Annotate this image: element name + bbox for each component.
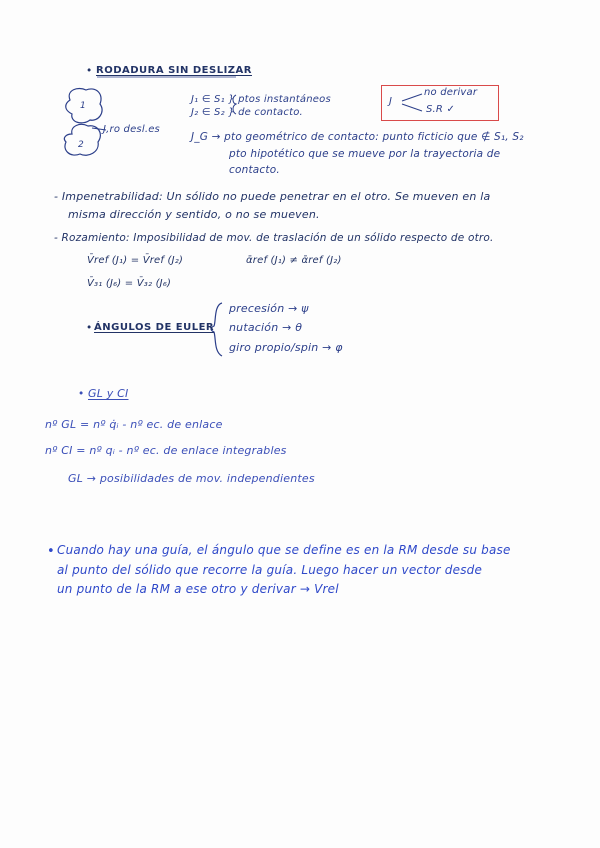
- box-sr: S.R ✓: [426, 104, 456, 115]
- section-bullet: •: [86, 65, 93, 77]
- box-no-derivar: no derivar: [424, 87, 478, 98]
- gl-definition: GL → posibilidades de mov. independientes: [68, 472, 315, 485]
- euler-bullet: •: [86, 322, 93, 334]
- guia-line-1: Cuando hay una guía, el ángulo que se define es en la RM desde su base: [57, 543, 511, 557]
- impenetrabilidad-line-2: misma dirección y sentido, o no se mueven.: [68, 208, 320, 221]
- contact-label: J,ro desl.es: [103, 124, 160, 135]
- section-title-euler: ÁNGULOS DE EULER: [94, 322, 215, 333]
- body-1-label: 1: [80, 101, 86, 111]
- gl-formula: nº GL = nº q̇ᵢ - nº ec. de enlace: [45, 418, 223, 431]
- jg-definition-line-1: J_G → pto geométrico de contacto: punto ficticio que ∉ S₁, S₂: [191, 131, 524, 143]
- rozamiento-eq-1: V̄ref (J₁) = V̄ref (J₂): [87, 255, 184, 266]
- impenetrabilidad-line-1: - Impenetrabilidad: Un sólido no puede penetrar en el otro. Se mueven en la: [54, 190, 491, 203]
- euler-item-precesion: precesión → ψ: [229, 302, 309, 315]
- rozamiento-eq-2: ᾱref (J₁) ≠ ᾱref (J₂): [246, 255, 342, 266]
- gl-ci-bullet: •: [78, 388, 85, 400]
- contact-points-line-1: J₁ ∈ S₁ } ptos instantáneos: [191, 94, 331, 105]
- jg-definition-line-2: pto hipotético que se mueve por la trayectoria de: [229, 148, 501, 160]
- euler-item-nutacion: nutación → θ: [229, 321, 303, 334]
- section-title-gl-ci: GL y CI: [88, 387, 129, 400]
- ci-formula: nº CI = nº qᵢ - nº ec. de enlace integrables: [45, 444, 287, 457]
- euler-item-spin: giro propio/spin → φ: [229, 341, 343, 354]
- body-2-label: 2: [78, 140, 84, 150]
- guia-bullet: •: [47, 544, 55, 559]
- contact-points-line-2: J₂ ∈ S₂ } de contacto.: [191, 107, 303, 118]
- rozamiento-line-1: - Rozamiento: Imposibilidad de mov. de traslación de un sólido respecto de otro.: [54, 232, 494, 244]
- section-title-rodadura: RODADURA SIN DESLIZAR: [96, 65, 252, 76]
- guia-line-3: un punto de la RM a ese otro y derivar → Vrel: [57, 582, 339, 596]
- guia-line-2: al punto del sólido que recorre la guía. Luego hacer un vector desde: [57, 563, 483, 577]
- rozamiento-eq-3: V̄₃₁ (J₆) = V̄₃₂ (J₆): [87, 278, 172, 289]
- jg-definition-line-3: contacto.: [229, 164, 280, 176]
- box-j-label: J: [389, 96, 393, 107]
